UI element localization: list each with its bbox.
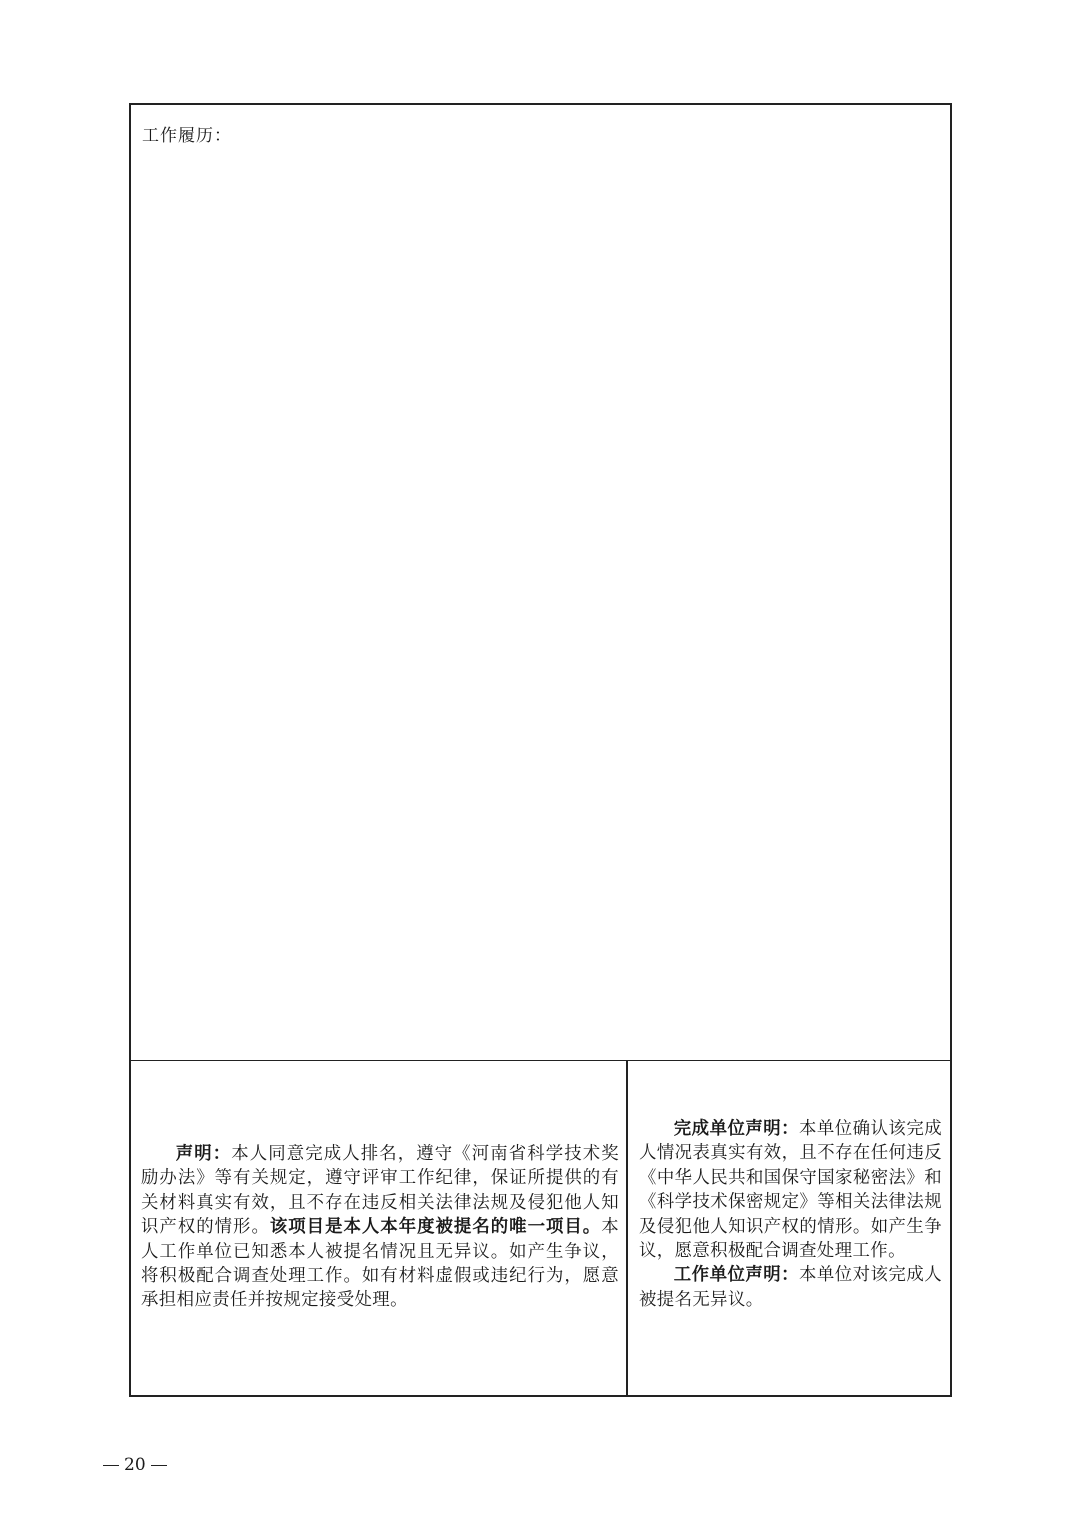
declaration-row — [131, 1061, 950, 1395]
column-divider — [626, 1061, 628, 1395]
personal-declaration-text-b: 本人工作单位已知悉本人被提名情况且无异议。如产生争议，将积极配合调查处理工作。如有材料虚假或违纪行为，愿意承担相应责任并按规定接受处理。 — [141, 1217, 619, 1311]
completion-unit-title: 完成单位声明： — [673, 1119, 799, 1139]
completion-unit-text: 本单位确认该完成人情况表真实有效，且不存在任何违反《中华人民共和国保守国家秘密法》和《科学技术保密规定》等相关法律法规及侵犯他人知识产权的情形。如产生争议，愿意积极配合调查处理工作。 — [639, 1119, 942, 1262]
work-unit-text: 本单位对该完成人被提名无异议。 — [639, 1265, 942, 1310]
personal-declaration-title: 声明： — [175, 1144, 232, 1164]
form-table — [129, 103, 952, 1397]
personal-declaration-paragraph — [141, 1142, 619, 1313]
work-unit-title: 工作单位声明： — [673, 1265, 799, 1286]
personal-declaration — [141, 1142, 619, 1313]
page-number-dash-right — [151, 1465, 167, 1466]
work-history-label: 工作履历： — [142, 126, 232, 146]
personal-declaration-text-a: 本人同意完成人排名，遵守《河南省科学技术奖励办法》等有关规定，遵守评审工作纪律，保证所提供的有关材料真实有效，且不存在违反相关法律法规及侵犯他人知识产权的情形。 — [141, 1144, 620, 1238]
work-unit-declaration — [639, 1263, 942, 1312]
completion-unit-declaration — [639, 1117, 942, 1263]
page-number-value: 20 — [124, 1455, 146, 1475]
page-number — [103, 1455, 167, 1475]
unit-declaration — [639, 1117, 942, 1312]
personal-declaration-bold-sentence: 该项目是本人本年度被提名的唯一项目。 — [269, 1217, 602, 1238]
work-history-cell — [131, 105, 950, 1061]
page-number-dash-left — [103, 1465, 119, 1466]
